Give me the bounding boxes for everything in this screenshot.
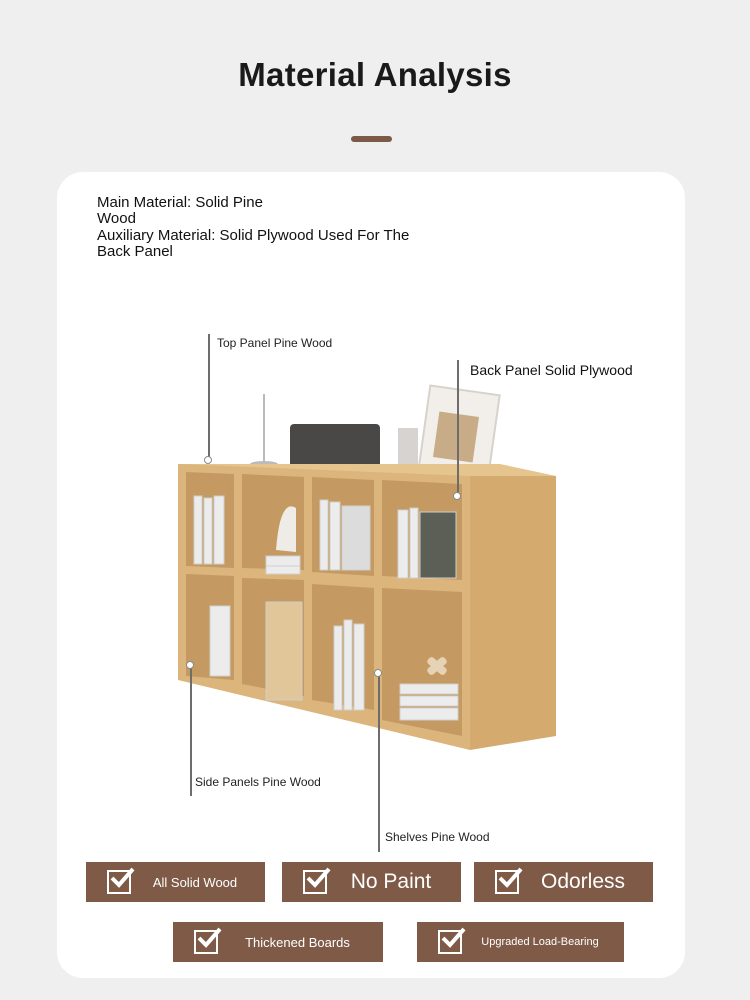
side-panel (470, 476, 556, 750)
feature-badge-upgraded-load-bearing (417, 922, 624, 962)
aux-material-line2: Back Panel (97, 243, 173, 260)
feature-badge-odorless (474, 862, 653, 902)
back-panel-dot (453, 492, 461, 500)
feature-badge-thickened-boards (173, 922, 383, 962)
feature-label: Upgraded Load-Bearing (481, 936, 599, 948)
back-panel-leader (457, 360, 459, 492)
vase-decor (398, 428, 418, 468)
shelves-label: Shelves Pine Wood (385, 830, 490, 844)
speaker-decor (290, 424, 380, 468)
checkbox-icon (107, 870, 131, 894)
main-material-line2: Wood (97, 210, 136, 227)
top-panel-label: Top Panel Pine Wood (217, 336, 333, 350)
side-panels-leader (190, 668, 192, 796)
photo-frame-picture (433, 411, 479, 462)
feature-label: No Paint (350, 870, 432, 893)
back-panel-label: Back Panel Solid Plywood (470, 362, 633, 378)
bookshelf-image (170, 380, 570, 760)
feature-label: All Solid Wood (152, 874, 238, 890)
top-panel-dot (204, 456, 212, 464)
feature-label: Odorless (540, 870, 626, 893)
checkbox-icon (194, 930, 218, 954)
material-description (97, 195, 457, 260)
main-material-line1: Main Material: Solid Pine (97, 194, 263, 211)
title-underline (351, 136, 392, 142)
checkbox-icon (303, 870, 327, 894)
aux-material-line1: Auxiliary Material: Solid Plywood Used For The (97, 227, 410, 244)
feature-badge-no-paint (282, 862, 461, 902)
checkbox-icon (438, 930, 462, 954)
top-panel-leader (208, 334, 210, 458)
feature-label: Thickened Boards (245, 934, 350, 950)
side-panels-label: Side Panels Pine Wood (195, 775, 321, 789)
feature-badge-all-solid-wood (86, 862, 265, 902)
shelves-leader (378, 676, 380, 852)
page-title: Material Analysis (238, 56, 512, 93)
side-panels-dot (186, 661, 194, 669)
shelves-dot (374, 669, 382, 677)
checkbox-icon (495, 870, 519, 894)
